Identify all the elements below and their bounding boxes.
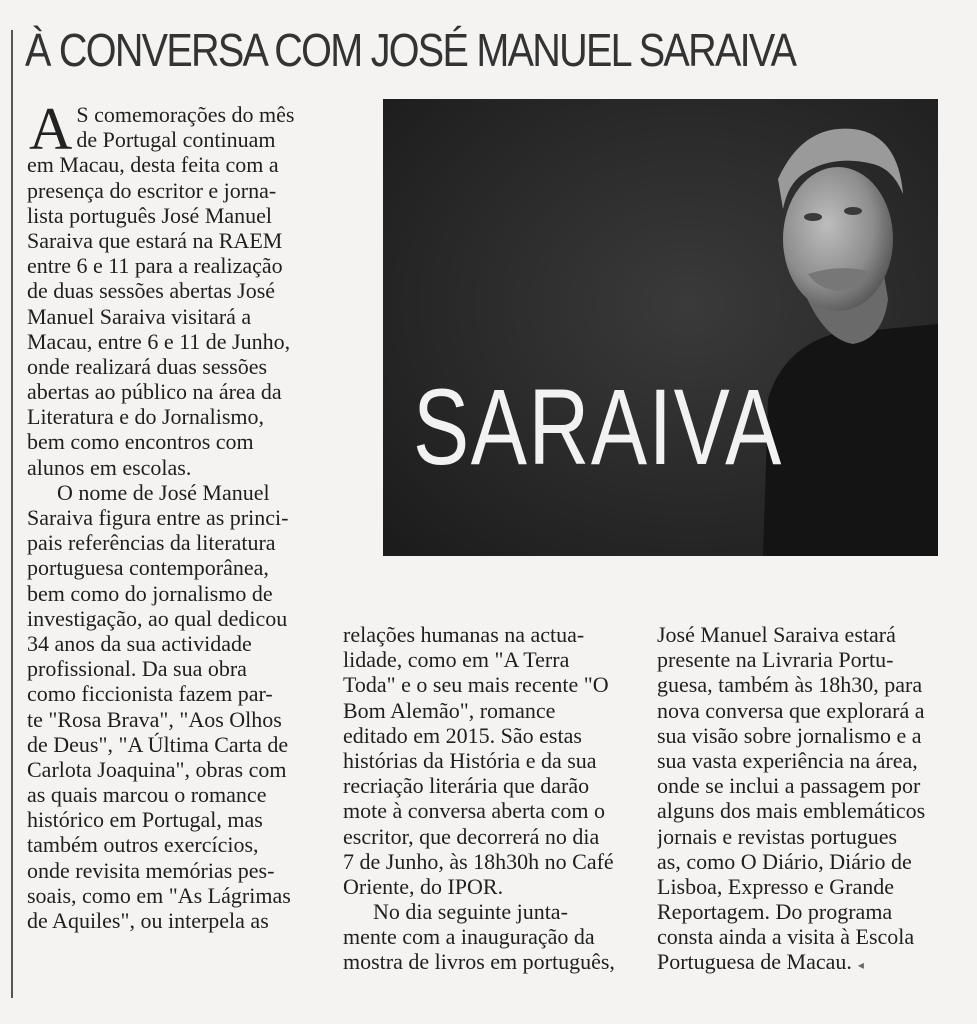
text-line: No dia seguinte junta- [373, 899, 568, 925]
text-line: onde revisita memórias pes- [27, 857, 275, 883]
text-line: sua visão sobre jornalismo e a [657, 722, 922, 748]
text-line: soais, como em "As Lágrimas [27, 882, 291, 908]
text-line: 34 anos da sua actividade [27, 630, 252, 656]
last-line-text: Portuguesa de Macau. [657, 949, 852, 975]
text-line: onde realizará duas sessões [27, 353, 268, 379]
photo-title-word: SARAIVA [413, 366, 783, 487]
text-line: em Macau, desta feita com a [27, 152, 279, 178]
text-line: consta ainda a visita à Escola [657, 924, 915, 950]
text-line: relações humanas na actua- [343, 622, 585, 647]
text-line: Manuel Saraiva visitará a [27, 303, 252, 329]
text-line: Carlota Joaquina", obras com [27, 756, 287, 782]
text-line: S comemorações do mês [76, 102, 295, 127]
text-line: de Aquiles", ou interpela as [27, 908, 269, 933]
text-line: Literatura e do Jornalismo, [27, 404, 265, 430]
text-line: como ficcionista fazem par- [27, 681, 273, 707]
text-line: histórias da História e da sua [343, 747, 597, 773]
text-line: Reportagem. Do programa [657, 899, 893, 925]
text-line: Macau, entre 6 e 11 de Junho, [27, 328, 291, 354]
end-of-article-icon: ◂ [857, 958, 864, 973]
text-line: te "Rosa Brava", "Aos Olhos [27, 706, 282, 732]
text-line: escritor, que decorrerá no dia [343, 823, 600, 849]
text-line: alunos em escolas. [27, 454, 192, 480]
text-line: as, como O Diário, Diário de [657, 848, 912, 874]
text-line: investigação, ao qual dedicou [27, 605, 288, 631]
article-column-2 [343, 622, 626, 975]
column-rule [11, 30, 13, 998]
text-line: Bom Alemão", romance [343, 697, 556, 723]
text-line: José Manuel Saraiva estará [657, 622, 896, 647]
text-line: também outros exercícios, [27, 832, 259, 858]
text-line: Lisboa, Expresso e Grande [657, 873, 895, 899]
text-line: de Portugal continuam [76, 127, 276, 153]
text-line: mostra de livros em português, [343, 949, 615, 975]
drop-cap: A [29, 96, 73, 162]
text-line: bem como encontros com [27, 429, 254, 455]
text-line: abertas ao público na área da [27, 379, 282, 405]
text-line: presente na Livraria Portu- [657, 647, 894, 673]
text-line: jornais e revistas portugues [657, 823, 898, 849]
author-photo [383, 99, 938, 556]
text-line: O nome de José Manuel [57, 479, 270, 505]
text-line: 7 de Junho, às 18h30h no Café [343, 848, 614, 874]
article-headline: À CONVERSA COM JOSÉ MANUEL SARAIVA [25, 24, 796, 76]
text-line: mente com a inauguração da [343, 924, 595, 950]
portrait-illustration [383, 99, 938, 556]
text-line: as quais marcou o romance [27, 782, 267, 808]
text-line: histórico em Portugal, mas [27, 807, 263, 833]
text-line: Oriente, do IPOR. [343, 873, 504, 899]
text-line: bem como do jornalismo de [27, 580, 273, 606]
text-line: portuguesa contemporânea, [27, 555, 269, 581]
text-line: de Deus", "A Última Carta de [27, 731, 289, 757]
text-line: lista português José Manuel [27, 202, 273, 228]
text-line: presença do escritor e jorna- [27, 177, 277, 203]
text-line: recriação literária que darão [343, 773, 590, 799]
text-line: Saraiva que estará na RAEM [27, 227, 283, 253]
text-line: alguns dos mais emblemáticos [657, 798, 926, 824]
text-line: onde se inclui a passagem por [657, 773, 921, 799]
article-column-1 [27, 96, 310, 933]
text-line: profissional. Da sua obra [27, 656, 247, 682]
text-line: guesa, também às 18h30, para [657, 672, 923, 698]
article-column-3 [657, 622, 940, 975]
text-line: pais referências da literatura [27, 530, 276, 556]
text-line: lidade, como em "A Terra [343, 647, 570, 673]
text-line: Saraiva figura entre as princi- [27, 505, 289, 530]
text-line: editado em 2015. São estas [343, 722, 582, 748]
text-line: nova conversa que explorará a [657, 697, 925, 723]
text-line: sua vasta experiência na área, [657, 747, 918, 773]
text-line: mote à conversa aberta com o [343, 798, 606, 824]
text-line: de duas sessões abertas José [27, 278, 276, 304]
text-line [657, 949, 940, 974]
text-line: entre 6 e 11 para a realização [27, 253, 283, 279]
text-line: Toda" e o seu mais recente "O [343, 672, 609, 698]
